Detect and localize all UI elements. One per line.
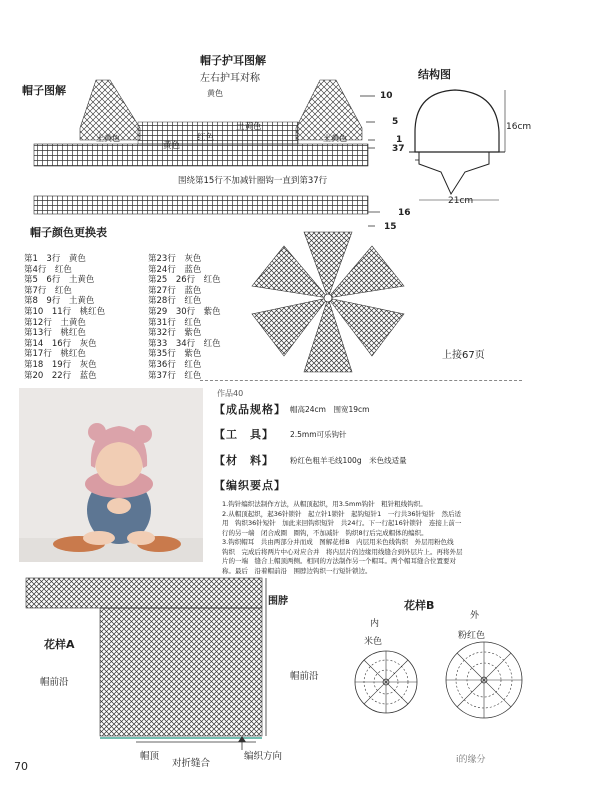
dim-width: 21cm [448,196,474,206]
color-row: 第4行 红色 [24,264,72,275]
row-mark-1: 1 [396,135,403,145]
baby-hat-photo [19,388,203,562]
structure-diagram [405,82,525,212]
label-huangse-mid: 黄色 [163,141,181,151]
instruction-line: 钩织 完成后将两片中心对应合并 将内层片的边缘用线缝合到外层片上。再将外层 [222,547,463,556]
color-row: 第32行 紫色 [148,328,202,339]
color-row: 第29 30行 紫色 [148,306,221,317]
structure-title: 结构图 [418,68,451,81]
pattern-a-chart [24,574,304,750]
row-mark-5: 5 [392,117,399,127]
color-row: 第17行 桃红色 [24,349,86,360]
section-divider [200,380,522,381]
row-mark-10: 10 [380,91,393,101]
instruction-line: 称。最后 沿着帽前沿 围脖边钩织一行短针锁边。 [222,566,372,575]
pattern-b-label: 花样B [404,599,435,612]
outer-circle-motif [442,638,526,722]
brim-label-right: 帽前沿 [290,671,319,682]
color-row: 第13行 桃红色 [24,328,86,339]
inner-color-label: 米色 [364,637,383,647]
page-number: 70 [14,760,28,773]
color-row: 第28行 红色 [148,296,202,307]
page-reference: 上接67页 [442,350,485,361]
color-row: 第1 3行 黄色 [24,254,86,264]
color-row: 第23行 灰色 [148,254,202,264]
direction-label: 编织方向 [244,751,283,762]
fold-seam-label: 对折缝合 [172,758,211,769]
hat-crochet-chart [30,78,380,238]
brim-label-left: 帽前沿 [40,677,69,688]
chart-note: 围绕第15行不加减针圈钩一直到第37行 [178,176,328,186]
color-row: 第37行 红色 [148,370,202,381]
crown-label: 帽顶 [140,751,160,762]
material-label: 【材 料】 [214,454,274,467]
color-row: 第20 22行 蓝色 [24,370,97,381]
label-tuhuangse-left: 土黄色 [96,134,120,143]
label-huangse-top: 黄色 [207,89,223,98]
instruction-line: 片的一端 缝合上帽顶两侧。相同的方法制作另一个帽耳。两个帽耳缝合位置要对 [222,557,456,565]
pattern-a-label: 花样A [44,638,75,651]
row-mark-16: 16 [398,208,411,218]
color-row: 第33 34行 红色 [148,338,221,349]
work-number: 作品40 [217,389,244,398]
material-value: 粉红色粗羊毛线100g 米色线适量 [290,456,407,465]
neck-label: 围脖 [268,596,288,607]
color-row: 第18 19行 灰色 [24,359,97,370]
outer-label: 外 [470,611,480,621]
points-title: 【编织要点】 [214,479,286,492]
instruction-line: 行的另一端 闭合成圈 圈钩，不加减针 钩织8行后完成帽体的编织。 [222,528,428,537]
inner-label: 内 [370,619,380,629]
color-row: 第31行 红色 [148,317,202,328]
crown-crochet-chart [244,228,412,376]
spec-value: 帽高24cm 围宽19cm [290,405,370,414]
instruction-line: 用 钩织36针短针 加此来回钩织短针 共24行。下一行起16针锁针 连接上前一 [222,519,462,527]
dim-height: 16cm [506,122,532,132]
color-row: 第36行 红色 [148,359,202,370]
earflap-chart-title: 帽子护耳图解 [200,54,266,67]
color-row: 第10 11行 桃红色 [24,306,106,317]
row-mark-15: 15 [384,222,397,232]
spec-label: 【成品规格】 [214,403,286,416]
color-row: 第12行 土黄色 [24,317,86,328]
label-hongse: 红色 [197,133,215,143]
instruction-line: 3.钩织帽耳 共由两部分并而成 图解花样B 内层用米色线钩织 外层用粉色线 [222,538,454,546]
color-row: 第27行 蓝色 [148,285,202,296]
color-change-title: 帽子颜色更换表 [30,226,107,239]
watermark: i的缘分 [456,755,486,765]
color-change-right-column [148,254,221,381]
row-mark-37: 37 [392,144,405,154]
outer-color-label: 粉红色 [458,631,486,641]
instructions-block [222,500,532,576]
instruction-line: 1.钩针编织法制作方法，从帽顶起织，用3.5mm钩针 粗针粗线钩织。 [222,500,427,508]
inner-circle-motif [350,646,422,718]
color-row: 第8 9行 土黄色 [24,296,95,307]
earflap-subtitle: 左右护耳对称 [200,73,260,84]
color-row: 第14 16行 灰色 [24,338,97,349]
color-change-left-column [24,254,105,381]
color-row: 第5 6行 土黄色 [24,275,95,286]
color-row: 第25 26行 红色 [148,275,221,286]
color-row: 第24行 蓝色 [148,264,202,275]
label-tuhuangse-right: 土黄色 [323,134,347,143]
tool-label: 【工 具】 [214,428,274,441]
instruction-line: 2.从帽顶起织，起36针锁针 起立针1锁针 起钩短针1 一行共36针短针 然后适 [222,509,462,518]
color-row: 第35行 紫色 [148,349,202,360]
color-row: 第7行 红色 [24,285,72,296]
label-tuhuangse: 土黄色 [236,122,262,132]
tool-value: 2.5mm可乐钩针 [290,430,347,439]
hat-chart-title: 帽子图解 [22,84,66,97]
